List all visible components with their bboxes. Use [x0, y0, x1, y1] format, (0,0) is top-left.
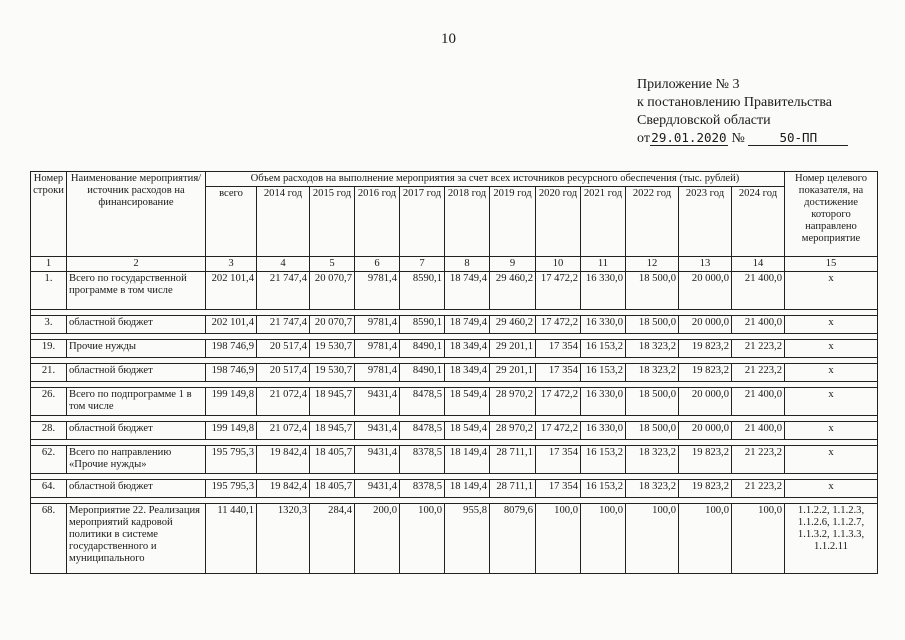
row-value: 199 149,8	[206, 388, 257, 416]
row-value: 19 823,2	[679, 340, 732, 358]
row-value: 200,0	[355, 504, 400, 574]
row-target: x	[785, 480, 878, 498]
row-number: 68.	[31, 504, 67, 574]
row-number: 1.	[31, 272, 67, 310]
header-column-number: 14	[732, 257, 785, 272]
row-value: 9431,4	[355, 422, 400, 440]
row-value: 18 349,4	[445, 364, 490, 382]
row-value: 18 323,2	[626, 480, 679, 498]
table-row	[31, 316, 878, 334]
row-value: 17 354	[536, 340, 581, 358]
row-value: 18 149,4	[445, 480, 490, 498]
table-row	[31, 504, 878, 574]
row-number: 62.	[31, 446, 67, 474]
row-target: x	[785, 340, 878, 358]
header-year: 2016 год	[355, 187, 400, 257]
header-column-number: 5	[310, 257, 355, 272]
row-name: Прочие нужды	[67, 340, 206, 358]
row-value: 18 323,2	[626, 446, 679, 474]
resolution-date: 29.01.2020	[651, 130, 727, 145]
row-value: 18 323,2	[626, 340, 679, 358]
header-column-number: 4	[257, 257, 310, 272]
row-value: 18 500,0	[626, 388, 679, 416]
row-value: 9431,4	[355, 480, 400, 498]
row-value: 955,8	[445, 504, 490, 574]
header-year: 2022 год	[626, 187, 679, 257]
row-value: 20 070,7	[310, 272, 355, 310]
header-column-number: 12	[626, 257, 679, 272]
row-value: 21 223,2	[732, 364, 785, 382]
header-column-number: 9	[490, 257, 536, 272]
header-row-number: Номер строки	[31, 172, 67, 257]
header-year: 2021 год	[581, 187, 626, 257]
row-name: областной бюджет	[67, 316, 206, 334]
header-column-numbers	[31, 257, 878, 272]
header-year: 2023 год	[679, 187, 732, 257]
row-name: областной бюджет	[67, 422, 206, 440]
header-column-number: 1	[31, 257, 67, 272]
table-row	[31, 446, 878, 474]
row-name: Мероприятие 22. Реализация мероприятий кадровой политики в системе государственного и муниципального	[67, 504, 206, 574]
row-value: 100,0	[400, 504, 445, 574]
appendix-region: Свердловской области	[637, 113, 771, 128]
row-value: 21 223,2	[732, 340, 785, 358]
row-value: 198 746,9	[206, 364, 257, 382]
row-value: 18 405,7	[310, 480, 355, 498]
row-value: 29 201,1	[490, 340, 536, 358]
row-value: 19 823,2	[679, 364, 732, 382]
row-value: 20 070,7	[310, 316, 355, 334]
row-value: 21 400,0	[732, 316, 785, 334]
row-number: 28.	[31, 422, 67, 440]
row-value: 18 749,4	[445, 272, 490, 310]
row-value: 20 517,4	[257, 364, 310, 382]
row-value: 8590,1	[400, 272, 445, 310]
table-row	[31, 480, 878, 498]
header-year: 2014 год	[257, 187, 310, 257]
row-number: 19.	[31, 340, 67, 358]
row-value: 11 440,1	[206, 504, 257, 574]
row-value: 18 349,4	[445, 340, 490, 358]
row-value: 21 072,4	[257, 422, 310, 440]
header-volume: Объем расходов на выполнение мероприятия за счет всех источников ресурсного обеспечения (тыс. рублей)	[206, 172, 785, 187]
row-value: 202 101,4	[206, 272, 257, 310]
row-value: 29 460,2	[490, 316, 536, 334]
row-value: 16 153,2	[581, 446, 626, 474]
appendix-resolution: к постановлению Правительства	[637, 95, 833, 110]
row-value: 19 530,7	[310, 340, 355, 358]
header-column-number: 15	[785, 257, 878, 272]
row-value: 100,0	[732, 504, 785, 574]
row-value: 18 323,2	[626, 364, 679, 382]
row-value: 1320,3	[257, 504, 310, 574]
row-target: x	[785, 388, 878, 416]
page-number: 10	[441, 31, 456, 47]
row-value: 16 153,2	[581, 364, 626, 382]
table-row	[31, 422, 878, 440]
header-total: всего	[206, 187, 257, 257]
row-value: 18 549,4	[445, 422, 490, 440]
row-value: 9431,4	[355, 388, 400, 416]
row-value: 16 153,2	[581, 480, 626, 498]
row-value: 9781,4	[355, 340, 400, 358]
row-value: 100,0	[581, 504, 626, 574]
header-year: 2024 год	[732, 187, 785, 257]
row-target: x	[785, 272, 878, 310]
expenses-table	[30, 171, 878, 574]
row-name: Всего по государственной программе в том числе	[67, 272, 206, 310]
row-number: 3.	[31, 316, 67, 334]
row-value: 8590,1	[400, 316, 445, 334]
row-value: 16 330,0	[581, 316, 626, 334]
row-value: 28 711,1	[490, 480, 536, 498]
row-target: x	[785, 364, 878, 382]
row-value: 19 842,4	[257, 480, 310, 498]
header-column-number: 2	[67, 257, 206, 272]
row-number: 64.	[31, 480, 67, 498]
row-value: 202 101,4	[206, 316, 257, 334]
appendix-title: Приложение № 3	[637, 77, 740, 92]
row-value: 284,4	[310, 504, 355, 574]
row-value: 20 000,0	[679, 388, 732, 416]
row-value: 16 153,2	[581, 340, 626, 358]
row-value: 19 823,2	[679, 480, 732, 498]
row-value: 17 472,2	[536, 422, 581, 440]
row-value: 28 970,2	[490, 422, 536, 440]
row-value: 20 000,0	[679, 272, 732, 310]
table-row	[31, 364, 878, 382]
row-value: 17 354	[536, 446, 581, 474]
row-value: 100,0	[679, 504, 732, 574]
row-value: 28 970,2	[490, 388, 536, 416]
row-value: 18 405,7	[310, 446, 355, 474]
row-value: 198 746,9	[206, 340, 257, 358]
header-column-number: 3	[206, 257, 257, 272]
row-name: областной бюджет	[67, 480, 206, 498]
header-column-number: 13	[679, 257, 732, 272]
row-value: 17 472,2	[536, 316, 581, 334]
row-value: 17 354	[536, 364, 581, 382]
header-year: 2015 год	[310, 187, 355, 257]
row-value: 18 500,0	[626, 272, 679, 310]
header-year: 2017 год	[400, 187, 445, 257]
row-value: 8490,1	[400, 340, 445, 358]
resolution-number: 50-ПП	[748, 131, 848, 146]
row-value: 199 149,8	[206, 422, 257, 440]
row-value: 21 400,0	[732, 272, 785, 310]
row-value: 21 223,2	[732, 480, 785, 498]
row-value: 29 201,1	[490, 364, 536, 382]
from-label: от	[637, 131, 650, 146]
row-value: 8079,6	[490, 504, 536, 574]
row-value: 20 517,4	[257, 340, 310, 358]
row-value: 21 072,4	[257, 388, 310, 416]
row-value: 100,0	[626, 504, 679, 574]
table-row	[31, 272, 878, 310]
table-row	[31, 388, 878, 416]
row-value: 18 945,7	[310, 388, 355, 416]
appendix-date-line	[637, 130, 848, 148]
row-value: 9781,4	[355, 316, 400, 334]
row-value: 16 330,0	[581, 422, 626, 440]
row-value: 8378,5	[400, 446, 445, 474]
row-value: 19 530,7	[310, 364, 355, 382]
row-value: 17 472,2	[536, 272, 581, 310]
header-column-number: 6	[355, 257, 400, 272]
row-value: 19 842,4	[257, 446, 310, 474]
row-value: 16 330,0	[581, 388, 626, 416]
row-value: 18 549,4	[445, 388, 490, 416]
row-value: 195 795,3	[206, 480, 257, 498]
row-number: 26.	[31, 388, 67, 416]
row-value: 18 945,7	[310, 422, 355, 440]
row-name: областной бюджет	[67, 364, 206, 382]
row-target: x	[785, 446, 878, 474]
header-year: 2020 год	[536, 187, 581, 257]
row-value: 9781,4	[355, 364, 400, 382]
row-value: 9781,4	[355, 272, 400, 310]
row-target: 1.1.2.2, 1.1.2.3, 1.1.2.6, 1.1.2.7, 1.1.3.2, 1.1.3.3, 1.1.2.11	[785, 504, 878, 574]
row-name: Всего по направлению «Прочие нужды»	[67, 446, 206, 474]
row-value: 17 472,2	[536, 388, 581, 416]
header-name: Наименование мероприятия/источник расходов на финансирование	[67, 172, 206, 257]
row-value: 8478,5	[400, 422, 445, 440]
row-value: 20 000,0	[679, 422, 732, 440]
row-target: x	[785, 316, 878, 334]
row-value: 18 149,4	[445, 446, 490, 474]
row-value: 21 747,4	[257, 316, 310, 334]
row-value: 9431,4	[355, 446, 400, 474]
row-value: 195 795,3	[206, 446, 257, 474]
header-target: Номер целевого показателя, на достижение которого направлено мероприятие	[785, 172, 878, 257]
appendix-block	[637, 76, 848, 148]
row-value: 100,0	[536, 504, 581, 574]
header-column-number: 11	[581, 257, 626, 272]
row-value: 18 749,4	[445, 316, 490, 334]
row-value: 8490,1	[400, 364, 445, 382]
header-row-1	[31, 172, 878, 187]
table-row	[31, 340, 878, 358]
row-value: 28 711,1	[490, 446, 536, 474]
row-value: 18 500,0	[626, 422, 679, 440]
row-target: x	[785, 422, 878, 440]
row-value: 17 354	[536, 480, 581, 498]
header-column-number: 8	[445, 257, 490, 272]
row-value: 18 500,0	[626, 316, 679, 334]
header-column-number: 10	[536, 257, 581, 272]
row-value: 21 223,2	[732, 446, 785, 474]
row-value: 21 400,0	[732, 422, 785, 440]
header-column-number: 7	[400, 257, 445, 272]
row-value: 8478,5	[400, 388, 445, 416]
row-value: 21 747,4	[257, 272, 310, 310]
row-name: Всего по подпрограмме 1 в том числе	[67, 388, 206, 416]
header-year: 2019 год	[490, 187, 536, 257]
row-number: 21.	[31, 364, 67, 382]
row-value: 20 000,0	[679, 316, 732, 334]
row-value: 16 330,0	[581, 272, 626, 310]
row-value: 19 823,2	[679, 446, 732, 474]
row-value: 21 400,0	[732, 388, 785, 416]
row-value: 29 460,2	[490, 272, 536, 310]
row-value: 8378,5	[400, 480, 445, 498]
number-label: №	[731, 131, 745, 146]
header-year: 2018 год	[445, 187, 490, 257]
